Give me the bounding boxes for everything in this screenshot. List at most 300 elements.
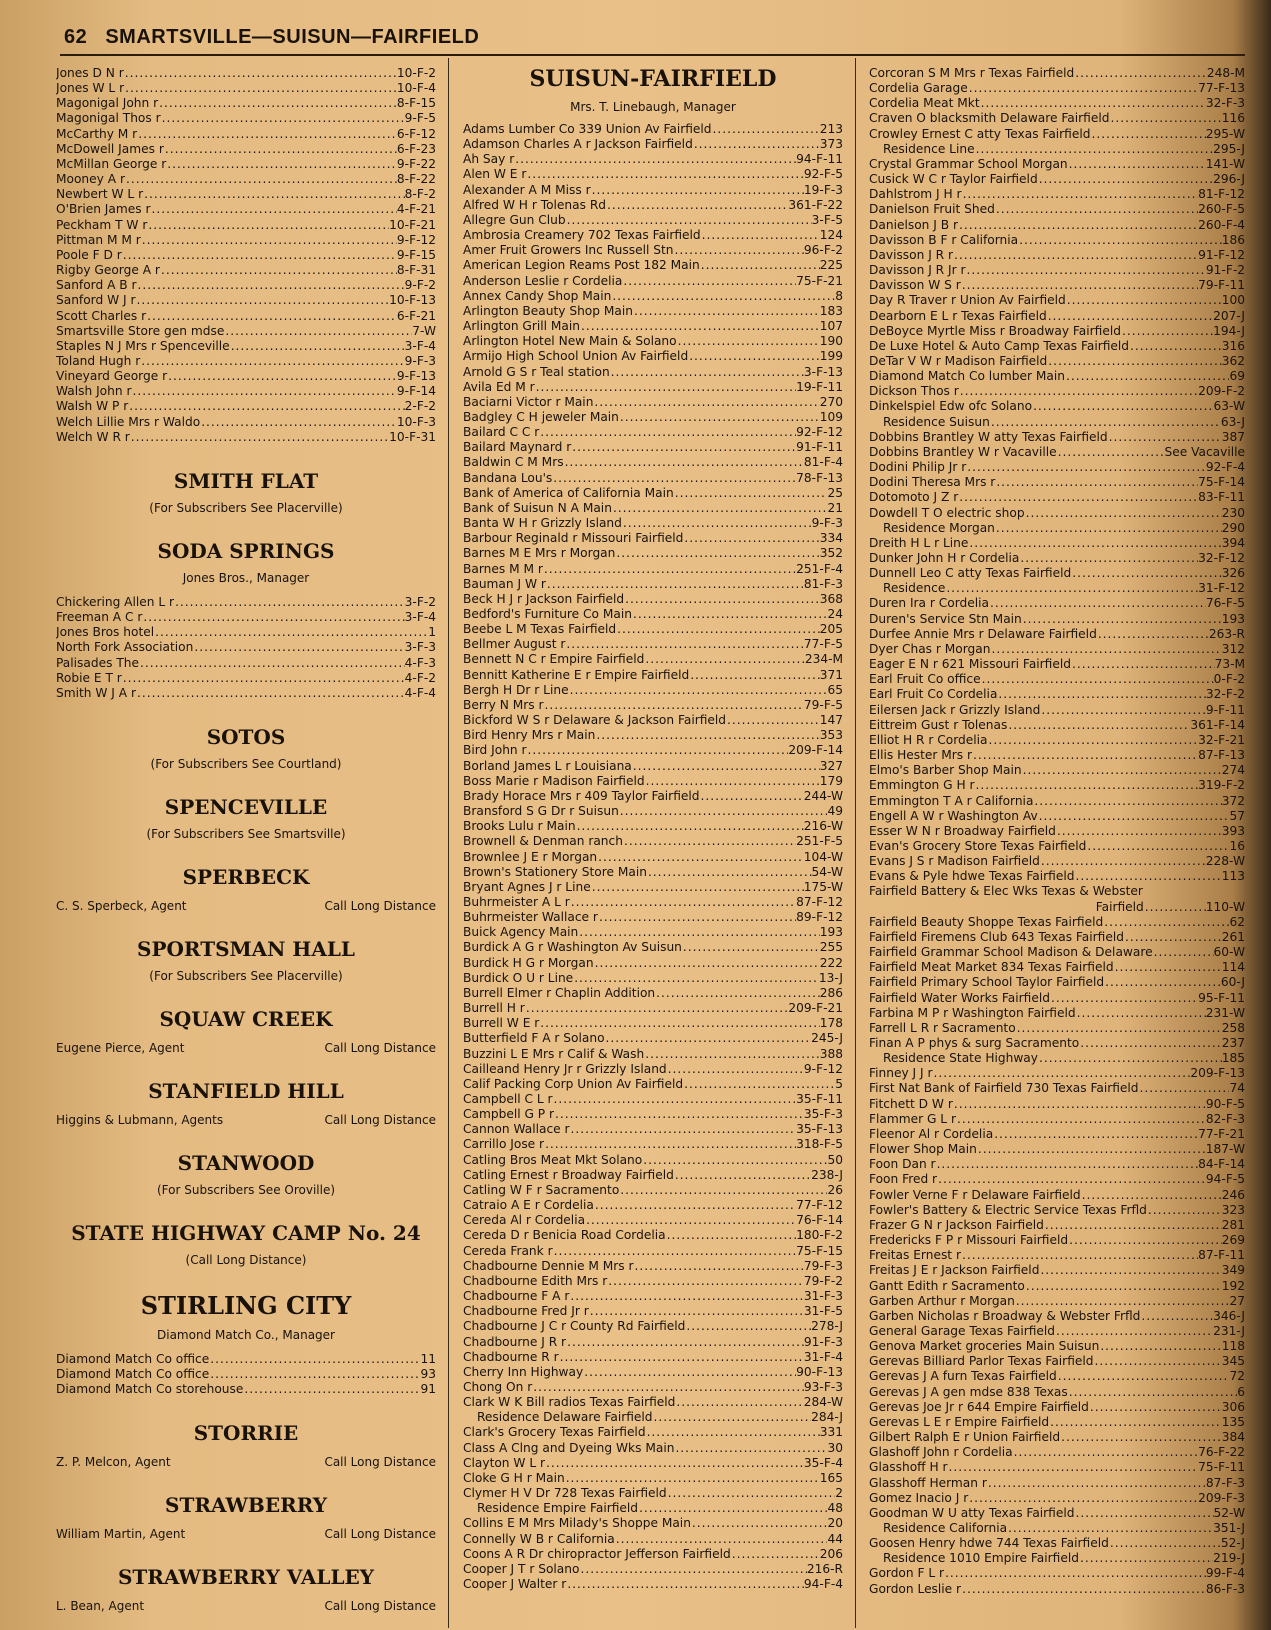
- listing-number: 99-F-4: [1205, 1566, 1245, 1581]
- leader-dots: [712, 122, 820, 137]
- listing-entry: [869, 657, 1245, 672]
- listing-number: 91-F-11: [796, 440, 843, 455]
- leader-dots: [535, 380, 797, 395]
- leader-dots: [243, 1382, 420, 1397]
- leader-dots: [615, 546, 819, 561]
- leader-dots: [1040, 703, 1206, 718]
- section-subtitle: Diamond Match Co., Manager: [157, 1328, 335, 1342]
- listing-number: 209-F-13: [1190, 1066, 1245, 1081]
- listing-entry: [463, 1228, 843, 1243]
- listing-name: Fairfield Primary School Taylor Fairfield: [869, 975, 1105, 990]
- listing-number: 124: [819, 228, 843, 243]
- listing-entry: [463, 258, 843, 273]
- listing-entry: [56, 293, 436, 308]
- listing-entry: [56, 187, 436, 202]
- listing-name: Clayton W L r: [463, 1455, 546, 1470]
- leader-dots: [593, 395, 819, 410]
- listing-entry: [869, 1582, 1245, 1597]
- leader-dots: [1124, 930, 1222, 945]
- listing-name: Newbert W L r: [56, 187, 144, 202]
- leader-dots: [209, 1367, 420, 1382]
- leader-dots: [1090, 127, 1205, 142]
- listing-entry: [869, 1491, 1245, 1506]
- listing-entry: [869, 1142, 1245, 1157]
- listing-entry: [463, 516, 843, 531]
- listing-name: Corcoran S M Mrs r Texas Fairfield: [869, 66, 1075, 80]
- listing-entry: [869, 672, 1245, 687]
- listing-name: Scott Charles r: [56, 308, 147, 323]
- listing-entry: [463, 652, 843, 667]
- listing-entry: [869, 233, 1245, 248]
- listing-name: Collins E M Mrs Milady's Shoppe Main: [463, 1516, 691, 1531]
- leader-dots: [1153, 945, 1214, 960]
- leader-dots: [1074, 1506, 1213, 1521]
- listing-name: Fitchett D W r: [869, 1096, 953, 1111]
- listing-entry: [869, 1294, 1245, 1309]
- leader-dots: [553, 1244, 797, 1259]
- listing-number: 362: [1221, 353, 1245, 368]
- leader-dots: [1066, 293, 1222, 308]
- listing-entry: [869, 945, 1245, 960]
- listing-number: 135: [1221, 1414, 1245, 1429]
- listing-entry: [869, 536, 1245, 551]
- listing-number: 263-R: [1208, 626, 1245, 641]
- listing-number: 82-F-3: [1205, 1111, 1245, 1126]
- leader-dots: [634, 1259, 804, 1274]
- listing-name: Buzzini L E Mrs r Calif & Wash: [463, 1046, 645, 1061]
- listing-number: 255: [819, 940, 843, 955]
- listing-entry: [463, 1107, 843, 1122]
- listing-name: Bank of Suisun N A Main: [463, 500, 612, 515]
- listing-entry: [56, 278, 436, 293]
- listing-name: Frazer G N r Jackson Fairfield: [869, 1217, 1044, 1232]
- listing-name: Residence Delaware Fairfield: [477, 1410, 653, 1425]
- listing-name: Ellis Hester Mrs r: [869, 748, 973, 763]
- section-stanfield-hill: [56, 1079, 436, 1127]
- listing-number: 316: [1221, 338, 1245, 353]
- listing-name: Bransford S G Dr r Suisun: [463, 804, 619, 819]
- listing-entry: [869, 581, 1245, 596]
- leader-dots: [644, 1047, 820, 1062]
- listing-name: De Luxe Hotel & Auto Camp Texas Fairfield: [869, 338, 1130, 353]
- listing-entry: [869, 1506, 1245, 1521]
- listing-number: 326: [1221, 566, 1245, 581]
- listing-number: 352: [819, 546, 843, 561]
- listing-number: 114: [1221, 960, 1245, 975]
- listing-name: Diamond Match Co office: [56, 1367, 210, 1382]
- listing-name: Bedford's Furniture Co Main: [463, 607, 632, 621]
- listing-name: Foon Fred r: [869, 1172, 938, 1187]
- column-left: [56, 66, 436, 1613]
- listing-name: Residence Morgan: [883, 520, 995, 535]
- listing-name: Chong On r: [463, 1379, 533, 1394]
- listing-number: 30: [827, 1440, 843, 1455]
- header-rule: [60, 54, 1245, 56]
- listing-entry: [56, 1352, 436, 1367]
- listing-entry: [56, 218, 436, 233]
- listing-name: Badgley C H jeweler Main: [463, 409, 619, 424]
- listing-entry: [463, 531, 843, 546]
- listing-entry: [463, 471, 843, 486]
- leader-dots: [674, 1441, 827, 1456]
- section-title: STANWOOD: [177, 1151, 315, 1175]
- listing-entry: [56, 610, 436, 625]
- listing-number: 361-F-14: [1190, 717, 1245, 732]
- listing-entry: [463, 956, 843, 971]
- leader-dots: [1099, 1339, 1221, 1354]
- listing-entry: [463, 349, 843, 364]
- listing-number: 9-F-3: [811, 516, 843, 531]
- leader-dots: [619, 410, 820, 425]
- leader-dots: [975, 142, 1213, 157]
- listing-number: 93-F-3: [803, 1379, 843, 1394]
- listing-entry: [869, 278, 1245, 293]
- listing-number: 35-F-13: [796, 1122, 843, 1137]
- listing-entry: [869, 1218, 1245, 1233]
- listing-entry: [56, 96, 436, 111]
- listing-entry: [463, 1516, 843, 1531]
- listing-entry: [869, 1400, 1245, 1415]
- listing-entry: [869, 369, 1245, 384]
- listing-entry: [56, 233, 436, 248]
- listing-entry: [463, 607, 843, 622]
- listing-name: Barnes M E Mrs r Morgan: [463, 546, 616, 561]
- leader-dots: [962, 187, 1199, 202]
- listing-number: 89-F-12: [796, 910, 843, 925]
- leader-dots: [167, 369, 397, 384]
- listing-number: 75-F-14: [1198, 475, 1245, 490]
- section-title: STATE HIGHWAY CAMP No. 24: [71, 1221, 421, 1245]
- listing-name: Poole F D r: [56, 247, 122, 262]
- listing-number: 387: [1221, 429, 1245, 444]
- listing-name: Adams Lumber Co 339 Union Av Fairfield: [463, 122, 712, 136]
- listing-number: 5: [835, 1076, 843, 1091]
- listing-name: Esser W N r Broadway Fairfield: [869, 823, 1056, 838]
- listing-number: 10-F-2: [396, 66, 436, 80]
- listing-name: Freitas Ernest r: [869, 1248, 961, 1263]
- listing-number: 94-F-4: [803, 1577, 843, 1591]
- listing-entry: [869, 1021, 1245, 1036]
- listing-entry: [463, 213, 843, 228]
- leader-dots: [655, 986, 820, 1001]
- leader-dots: [137, 278, 405, 293]
- listing-number: 246: [1221, 1187, 1245, 1202]
- leader-dots: [131, 384, 396, 399]
- listing-entry: [463, 1062, 843, 1077]
- listing-name: Class A Clng and Dyeing Wks Main: [463, 1440, 675, 1455]
- listing-name: Brooks Lulu r Main: [463, 819, 576, 834]
- listing-entry: [463, 1077, 843, 1092]
- listing-name: Chickering Allen L r: [56, 594, 175, 609]
- leader-dots: [532, 1380, 804, 1395]
- listing-name: Clark W K Bill radios Texas Fairfield: [463, 1395, 676, 1410]
- listing-number: 35-F-3: [803, 1107, 843, 1122]
- leader-dots: [565, 637, 804, 652]
- leader-dots: [968, 1491, 1198, 1506]
- listing-name: Gerevas J A gen mdse 838 Texas: [869, 1384, 1068, 1399]
- listing-name: Campbell C L r: [463, 1092, 553, 1106]
- listing-number: 90-F-13: [796, 1364, 843, 1379]
- listing-entry: [56, 399, 436, 414]
- listing-name: Chadbourne Edith Mrs r: [463, 1273, 608, 1288]
- listing-name: Crystal Grammar School Morgan: [869, 156, 1068, 171]
- listing-entry: [869, 1279, 1245, 1294]
- listing-number: 109: [819, 409, 843, 424]
- listing-name: Elmo's Barber Shop Main: [869, 763, 1022, 778]
- listing-number: 96-F-2: [803, 243, 843, 258]
- leader-dots: [675, 1395, 803, 1410]
- listing-name: Baciarni Victor r Main: [463, 394, 594, 409]
- listing-name: Gomez Inacio J r: [869, 1490, 969, 1505]
- listing-entry: [869, 354, 1245, 369]
- listing-number: 260-F-4: [1198, 217, 1245, 232]
- listing-entry: [56, 263, 436, 278]
- leader-dots: [958, 218, 1198, 233]
- listing-number: 183: [819, 303, 843, 318]
- listing-number: 258: [1221, 1020, 1245, 1035]
- listing-number: 193: [819, 925, 843, 940]
- leader-dots: [554, 1107, 804, 1122]
- leader-dots: [1097, 627, 1209, 642]
- listing-name: Barbour Reginald r Missouri Fairfield: [463, 531, 684, 546]
- listing-name: Walsh John r: [56, 384, 132, 399]
- leader-dots: [598, 910, 796, 925]
- listing-number: 65: [827, 682, 843, 697]
- listing-number: 295-W: [1205, 126, 1245, 141]
- listing-entry: [463, 243, 843, 258]
- listing-name: Residence: [883, 581, 946, 596]
- listing-name: Dobbins Brantley W atty Texas Fairfield: [869, 429, 1108, 444]
- listing-number: 8-F-2: [404, 187, 436, 202]
- section-soda-springs: [56, 539, 436, 585]
- listing-entry: [869, 142, 1245, 157]
- listing-entry: [869, 748, 1245, 763]
- listing-name: Anderson Leslie r Cordelia: [463, 273, 623, 288]
- leader-dots: [980, 96, 1206, 111]
- leader-dots: [594, 1198, 796, 1213]
- listing-name: Residence 1010 Empire Fairfield: [883, 1551, 1079, 1566]
- listing-name: Residence California: [883, 1521, 1008, 1535]
- leader-dots: [124, 81, 397, 96]
- leader-dots: [667, 1486, 836, 1501]
- listing-name: Emmington T A r California: [869, 793, 1034, 808]
- agent-name: Higgins & Lubmann, Agents: [56, 1113, 224, 1127]
- listing-number: 10-F-4: [396, 81, 436, 96]
- listing-number: 394: [1221, 535, 1245, 550]
- section-stanwood: [56, 1151, 436, 1197]
- listing-number: 179: [819, 773, 843, 788]
- leader-dots: [989, 596, 1206, 611]
- listing-number: 327: [819, 758, 843, 773]
- listing-entry: [463, 1274, 843, 1289]
- listing-name: Pittman M M r: [56, 232, 141, 247]
- listing-name: Diamond Match Co storehouse: [56, 1382, 244, 1397]
- listing-name: Garben Arthur r Morgan: [869, 1293, 1015, 1308]
- leader-dots: [1074, 869, 1221, 884]
- listing-name: Goodman W U atty Texas Fairfield: [869, 1505, 1075, 1520]
- listing-number: 62: [1229, 914, 1245, 929]
- leader-dots: [230, 339, 405, 354]
- section-subtitle: (Call Long Distance): [185, 1253, 307, 1267]
- leader-dots: [693, 137, 820, 152]
- listing-number: 84-F-14: [1198, 1157, 1245, 1172]
- listing-name: Durfee Annie Mrs r Delaware Fairfield: [869, 626, 1097, 641]
- section-subtitle: (For Subscribers See Smartsville): [146, 827, 346, 841]
- listing-number: 35-F-11: [796, 1092, 843, 1106]
- listing-entry: [869, 1172, 1245, 1187]
- leader-dots: [623, 834, 796, 849]
- listing-entry: [463, 1395, 843, 1410]
- leader-dots: [1007, 1521, 1213, 1536]
- listing-entry: [56, 248, 436, 263]
- listing-entry: [463, 410, 843, 425]
- listing-name: Chadbourne Dennie M Mrs r: [463, 1258, 634, 1273]
- listing-entry: [463, 1001, 843, 1016]
- listing-name: Catraio A E r Cordelia: [463, 1198, 594, 1213]
- leader-dots: [160, 263, 397, 278]
- listing-number: 393: [1221, 823, 1245, 838]
- listing-name: Dobbins Brantley W r Vacaville: [869, 444, 1057, 459]
- listing-number: 281: [1221, 1217, 1245, 1232]
- agent-name: William Martin, Agent: [56, 1527, 186, 1542]
- section-sperbeck: [56, 865, 436, 913]
- listing-name: Calif Packing Corp Union Av Fairfield: [463, 1076, 684, 1091]
- listing-entry: [869, 763, 1245, 778]
- leader-dots: [956, 1112, 1206, 1127]
- section-title: STRAWBERRY VALLEY: [117, 1565, 375, 1590]
- listing-name: Arlington Hotel New Main & Solano: [463, 334, 677, 349]
- listing-entry: [463, 1153, 843, 1168]
- listing-name: Craven O blacksmith Delaware Fairfield: [869, 111, 1110, 126]
- listing-number: 209-F-14: [788, 743, 843, 758]
- leader-dots: [544, 698, 804, 713]
- listing-name: Smith W J A r: [56, 685, 136, 700]
- listing-name: Burdick H G r Morgan: [463, 955, 594, 970]
- section-title-suisun-fairfield: SUISUN-FAIRFIELD: [529, 66, 777, 92]
- leader-dots: [1109, 1536, 1221, 1551]
- listing-entry: [463, 789, 843, 804]
- listing-entry: [869, 869, 1245, 884]
- leader-dots: [193, 640, 404, 655]
- listing-name: Bryant Agnes J r Line: [463, 879, 591, 894]
- leader-dots: [1068, 1233, 1222, 1248]
- listing-number: 141-W: [1205, 156, 1245, 171]
- listing-name: Fleenor Al r Cordelia: [869, 1126, 994, 1141]
- listing-name: Arnold G S r Teal station: [463, 364, 610, 379]
- listing-name: Foon Dan r: [869, 1157, 936, 1172]
- listing-entry: [463, 1031, 843, 1046]
- section-subtitle: (For Subscribers See Placerville): [149, 969, 343, 983]
- listing-name: O'Brien James r: [56, 202, 151, 217]
- leader-dots: [1038, 1051, 1222, 1066]
- listing-entry: [463, 1350, 843, 1365]
- leader-dots: [1065, 369, 1229, 384]
- listing-entry: [869, 1081, 1245, 1096]
- listing-number: 63-W: [1213, 399, 1245, 414]
- listing-number: 90-F-5: [1205, 1096, 1245, 1111]
- leader-dots: [573, 971, 819, 986]
- listing-name: Evans & Pyle hdwe Texas Fairfield: [869, 869, 1075, 884]
- listing-number: 75-F-11: [1198, 1460, 1245, 1475]
- listing-number: 244-W: [803, 788, 843, 803]
- listing-number: 0-F-2: [1213, 672, 1245, 687]
- leader-dots: [981, 672, 1214, 687]
- leader-dots: [543, 562, 796, 577]
- listing-entry: [869, 778, 1245, 793]
- listing-number: 9-F-15: [396, 247, 436, 262]
- leader-dots: [514, 152, 796, 167]
- listing-entry: [869, 430, 1245, 445]
- listing-name: Arlington Grill Main: [463, 319, 580, 334]
- listing-number: 295-J: [1213, 141, 1245, 156]
- listing-name: Earl Fruit Co Cordelia: [869, 687, 998, 702]
- listing-entry: [869, 1385, 1245, 1400]
- listing-name: Genova Market groceries Main Suisun: [869, 1339, 1100, 1354]
- leader-dots: [1022, 612, 1222, 627]
- leader-dots: [580, 319, 820, 334]
- leader-dots: [1050, 991, 1198, 1006]
- leader-dots: [997, 687, 1206, 702]
- leader-dots: [700, 258, 820, 273]
- leader-dots: [1129, 339, 1222, 354]
- listing-list: [56, 595, 436, 701]
- listing-number: 388: [819, 1046, 843, 1061]
- listing-number: 44: [827, 1531, 843, 1546]
- listing-number: 77-F-5: [803, 637, 843, 652]
- listing-entry: [869, 1354, 1245, 1369]
- listing-number: 222: [819, 955, 843, 970]
- section-squaw-creek: [56, 1007, 436, 1055]
- leader-dots: [142, 610, 404, 625]
- listing-name: Campbell G P r: [463, 1107, 555, 1122]
- listing-number: 81-F-3: [803, 576, 843, 591]
- listing-entry: [463, 486, 843, 501]
- listing-number: 76-F-14: [796, 1213, 843, 1228]
- listing-number: 351-J: [1213, 1521, 1245, 1535]
- leader-dots: [933, 1066, 1191, 1081]
- listing-number: 19-F-11: [796, 379, 843, 394]
- listing-number: 284-W: [803, 1395, 843, 1410]
- listing-entry: [869, 1157, 1245, 1172]
- leader-dots: [1057, 445, 1165, 460]
- listing-number: 312: [1221, 641, 1245, 656]
- listing-name: Dinkelspiel Edw ofc Solano: [869, 399, 1033, 414]
- listing-entry: [869, 884, 1245, 899]
- leader-dots: [1109, 111, 1221, 126]
- leader-dots: [607, 1274, 804, 1289]
- leader-dots: [633, 304, 820, 319]
- leader-dots: [571, 440, 796, 455]
- agent-name: Eugene Pierce, Agent: [56, 1041, 185, 1055]
- listing-entry: [56, 157, 436, 172]
- leader-dots: [966, 460, 1206, 475]
- listing-name: Engell A W r Washington Av: [869, 808, 1038, 823]
- listing-name: Fowler's Battery & Electric Service Texas Frfld: [869, 1202, 1147, 1217]
- listing-number: 373: [819, 137, 843, 152]
- leader-dots: [576, 819, 804, 834]
- section-title: SOTOS: [206, 725, 286, 749]
- listing-entry: [56, 66, 436, 81]
- listing-name: Dunnell Leo C atty Texas Fairfield: [869, 566, 1072, 581]
- listing-name: Connelly W B r California: [463, 1531, 615, 1546]
- leader-dots: [125, 172, 397, 187]
- agent-line: [56, 1455, 436, 1469]
- listing-name: Coons A R Dr chiropractor Jefferson Fairfield: [463, 1546, 731, 1561]
- listing-name: Cereda Frank r: [463, 1243, 553, 1258]
- listing-entry: [869, 96, 1245, 111]
- leader-dots: [1060, 1430, 1222, 1445]
- listing-name: Bauman J W r: [463, 576, 546, 591]
